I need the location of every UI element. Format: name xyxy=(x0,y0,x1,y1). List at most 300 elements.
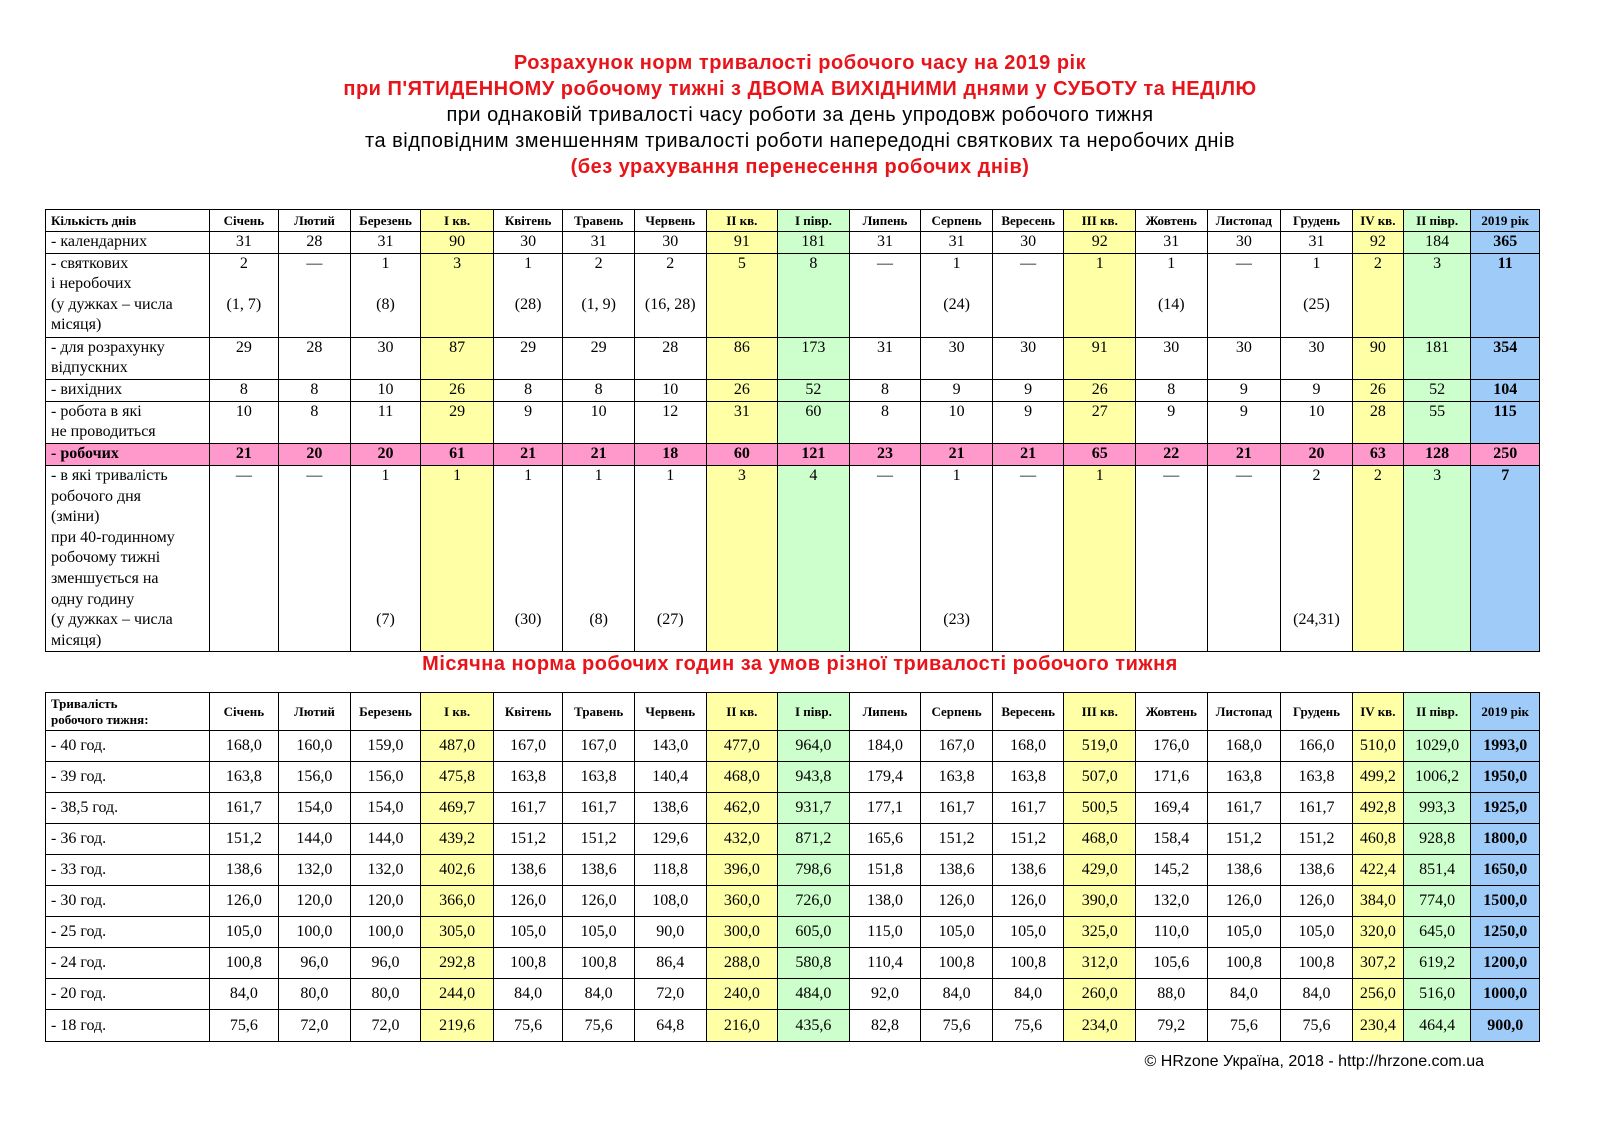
table-row xyxy=(46,379,1540,401)
column-header: Травень xyxy=(563,210,635,232)
row-label: - 30 год. xyxy=(46,886,210,917)
value-cell: 1 (14) xyxy=(1136,253,1208,337)
value-cell: 3 xyxy=(706,465,778,651)
table-row xyxy=(46,443,1540,465)
value-cell: 1 (28) xyxy=(493,253,563,337)
value-cell: 115,0 xyxy=(849,917,921,948)
value-cell: 140,4 xyxy=(634,762,706,793)
value-cell: 29 xyxy=(209,337,279,379)
value-cell: 2 xyxy=(1352,465,1403,651)
value-cell: 75,6 xyxy=(493,1010,563,1042)
value-cell: 84,0 xyxy=(921,979,993,1010)
column-header: Січень xyxy=(209,693,279,731)
value-cell: 154,0 xyxy=(279,793,351,824)
value-cell: 8 xyxy=(493,379,563,401)
value-cell: 181 xyxy=(1403,337,1470,379)
value-cell: 29 xyxy=(493,337,563,379)
value-cell: 138,6 xyxy=(1207,855,1281,886)
value-cell: 100,8 xyxy=(1281,948,1353,979)
table-row xyxy=(46,979,1540,1010)
value-cell: 126,0 xyxy=(1281,886,1353,917)
value-cell: 126,0 xyxy=(992,886,1064,917)
value-cell: — xyxy=(849,253,921,337)
value-cell: 484,0 xyxy=(778,979,850,1010)
table-row xyxy=(46,886,1540,917)
value-cell: 871,2 xyxy=(778,824,850,855)
title-line-1: Розрахунок норм тривалості робочого часу на 2019 рік xyxy=(513,52,1087,74)
value-cell: 21 xyxy=(209,443,279,465)
value-cell: 851,4 xyxy=(1403,855,1470,886)
value-cell: 726,0 xyxy=(778,886,850,917)
table-row xyxy=(46,855,1540,886)
value-cell: — xyxy=(209,465,279,651)
value-cell: 3 xyxy=(421,253,494,337)
value-cell: 88,0 xyxy=(1136,979,1208,1010)
value-cell: 167,0 xyxy=(493,731,563,762)
value-cell: 108,0 xyxy=(634,886,706,917)
date-note: (28) xyxy=(514,295,542,313)
value-cell: 145,2 xyxy=(1136,855,1208,886)
row-label: - 33 год. xyxy=(46,855,210,886)
column-header: Січень xyxy=(209,210,279,232)
value-cell: 86 xyxy=(706,337,778,379)
value-cell: 92 xyxy=(1064,232,1136,254)
value-cell: 91 xyxy=(1064,337,1136,379)
value-cell: 120,0 xyxy=(279,886,351,917)
value-cell: 500,5 xyxy=(1064,793,1136,824)
value-cell: 121 xyxy=(778,443,850,465)
value-cell: 402,6 xyxy=(421,855,494,886)
value-cell: 31 xyxy=(1136,232,1208,254)
value-cell: 31 xyxy=(849,232,921,254)
value-cell: 176,0 xyxy=(1136,731,1208,762)
column-header: II півр. xyxy=(1403,210,1470,232)
row-label: - в які тривалість робочого дня (зміни) при 40-годинному робочому тижні зменшується на одну годину (у дужках – числа місяця) xyxy=(46,465,210,651)
value-cell: 8 xyxy=(279,401,351,443)
value-cell: 126,0 xyxy=(563,886,635,917)
title-line-4: та відповідним зменшенням тривалості роботи напередодні святкових та неробочих днів xyxy=(365,130,1235,152)
section-2-title: Місячна норма робочих годин за умов різної тривалості робочого тижня xyxy=(422,653,1178,675)
value-cell: 21 xyxy=(1207,443,1281,465)
value-cell: 10 xyxy=(921,401,993,443)
value-cell: 100,8 xyxy=(1207,948,1281,979)
value-cell: 60 xyxy=(778,401,850,443)
table-row xyxy=(46,401,1540,443)
value-cell: 1029,0 xyxy=(1403,731,1470,762)
value-cell: 80,0 xyxy=(279,979,351,1010)
value-cell: 22 xyxy=(1136,443,1208,465)
row-label: - 24 год. xyxy=(46,948,210,979)
value-cell: 104 xyxy=(1471,379,1540,401)
value-cell: 5 xyxy=(706,253,778,337)
value-cell: 151,2 xyxy=(493,824,563,855)
value-cell: 30 xyxy=(1207,337,1281,379)
value-cell: 100,8 xyxy=(921,948,993,979)
value-cell: 1 (23) xyxy=(921,465,993,651)
value-cell: 1 (30) xyxy=(493,465,563,651)
value-cell: 138,6 xyxy=(209,855,279,886)
column-header: Вересень xyxy=(992,210,1064,232)
value-cell: 105,0 xyxy=(563,917,635,948)
column-header: II півр. xyxy=(1403,693,1470,731)
value-cell: 510,0 xyxy=(1352,731,1403,762)
value-cell: 9 xyxy=(992,379,1064,401)
row-label: - 39 год. xyxy=(46,762,210,793)
value-cell: 366,0 xyxy=(421,886,494,917)
value-cell: 168,0 xyxy=(1207,731,1281,762)
value-cell: 84,0 xyxy=(1207,979,1281,1010)
value-cell: 144,0 xyxy=(279,824,351,855)
column-header: Листопад xyxy=(1207,693,1281,731)
title-line-5: (без урахування перенесення робочих днів) xyxy=(570,156,1030,178)
value-cell: 1 (8) xyxy=(563,465,635,651)
value-cell: 27 xyxy=(1064,401,1136,443)
value-cell: 100,0 xyxy=(279,917,351,948)
column-header: Жовтень xyxy=(1136,693,1208,731)
title-line-2: при П'ЯТИДЕННОМУ робочому тижні з ДВОМА ВИХІДНИМИ днями у СУБОТУ та НЕДІЛЮ xyxy=(343,78,1257,100)
value-cell: 1 (27) xyxy=(634,465,706,651)
value-cell: 92,0 xyxy=(849,979,921,1010)
value-cell: — xyxy=(1207,253,1281,337)
value-cell: 31 xyxy=(706,401,778,443)
value-cell: 1200,0 xyxy=(1471,948,1540,979)
value-cell: 1 xyxy=(1064,253,1136,337)
value-cell: — xyxy=(279,253,351,337)
value-cell: 105,0 xyxy=(209,917,279,948)
column-header: I кв. xyxy=(421,693,494,731)
value-cell: 477,0 xyxy=(706,731,778,762)
value-cell: 516,0 xyxy=(1403,979,1470,1010)
value-cell: 3 xyxy=(1403,253,1470,337)
table-row xyxy=(46,232,1540,254)
value-cell: 8 xyxy=(849,379,921,401)
value-cell: 169,4 xyxy=(1136,793,1208,824)
value-cell: 468,0 xyxy=(706,762,778,793)
value-cell: 90,0 xyxy=(634,917,706,948)
value-cell: 105,0 xyxy=(493,917,563,948)
row-label: - календарних xyxy=(46,232,210,254)
value-cell: 151,2 xyxy=(563,824,635,855)
value-cell: 931,7 xyxy=(778,793,850,824)
value-cell: 84,0 xyxy=(209,979,279,1010)
value-cell: 161,7 xyxy=(209,793,279,824)
value-cell: 422,4 xyxy=(1352,855,1403,886)
value-cell: 26 xyxy=(421,379,494,401)
column-header: Червень xyxy=(634,210,706,232)
value-cell: 30 xyxy=(493,232,563,254)
value-cell: 9 xyxy=(1281,379,1353,401)
column-header: Червень xyxy=(634,693,706,731)
value-cell: 86,4 xyxy=(634,948,706,979)
row-label: - вихідних xyxy=(46,379,210,401)
value-cell: 179,4 xyxy=(849,762,921,793)
value-cell: 61 xyxy=(421,443,494,465)
value-cell: 28 xyxy=(634,337,706,379)
value-cell: 31 xyxy=(1281,232,1353,254)
value-cell: 1925,0 xyxy=(1471,793,1540,824)
column-header: Листопад xyxy=(1207,210,1281,232)
value-cell: 28 xyxy=(279,337,351,379)
value-cell: 31 xyxy=(921,232,993,254)
value-cell: 234,0 xyxy=(1064,1010,1136,1042)
column-header: I кв. xyxy=(421,210,494,232)
value-cell: 439,2 xyxy=(421,824,494,855)
value-cell: 168,0 xyxy=(209,731,279,762)
table-row xyxy=(46,465,1540,651)
value-cell: 1500,0 xyxy=(1471,886,1540,917)
value-cell: 1 xyxy=(421,465,494,651)
value-cell: 928,8 xyxy=(1403,824,1470,855)
value-cell: 100,0 xyxy=(350,917,421,948)
value-cell: 464,4 xyxy=(1403,1010,1470,1042)
value-cell: 320,0 xyxy=(1352,917,1403,948)
value-cell: 1800,0 xyxy=(1471,824,1540,855)
value-cell: 798,6 xyxy=(778,855,850,886)
table-row xyxy=(46,917,1540,948)
value-cell: 519,0 xyxy=(1064,731,1136,762)
value-cell: 469,7 xyxy=(421,793,494,824)
value-cell: 240,0 xyxy=(706,979,778,1010)
value-cell: 129,6 xyxy=(634,824,706,855)
value-cell: 105,0 xyxy=(992,917,1064,948)
value-cell: 105,6 xyxy=(1136,948,1208,979)
value-cell: 390,0 xyxy=(1064,886,1136,917)
value-cell: 184 xyxy=(1403,232,1470,254)
value-cell: 9 xyxy=(493,401,563,443)
value-cell: 65 xyxy=(1064,443,1136,465)
value-cell: 90 xyxy=(421,232,494,254)
value-cell: 118,8 xyxy=(634,855,706,886)
value-cell: 79,2 xyxy=(1136,1010,1208,1042)
value-cell: 468,0 xyxy=(1064,824,1136,855)
date-note: (16, 28) xyxy=(644,295,696,313)
value-cell: 256,0 xyxy=(1352,979,1403,1010)
value-cell: 30 xyxy=(992,232,1064,254)
value-cell: 12 xyxy=(634,401,706,443)
value-cell: 26 xyxy=(706,379,778,401)
value-cell: 75,6 xyxy=(1281,1010,1353,1042)
value-cell: 105,0 xyxy=(921,917,993,948)
column-header: Грудень xyxy=(1281,693,1353,731)
value-cell: 163,8 xyxy=(209,762,279,793)
value-cell: 100,8 xyxy=(563,948,635,979)
value-cell: 487,0 xyxy=(421,731,494,762)
value-cell: 1250,0 xyxy=(1471,917,1540,948)
value-cell: 435,6 xyxy=(778,1010,850,1042)
value-cell: 75,6 xyxy=(209,1010,279,1042)
value-cell: 250 xyxy=(1471,443,1540,465)
value-cell: 964,0 xyxy=(778,731,850,762)
value-cell: 84,0 xyxy=(1281,979,1353,1010)
value-cell: 128 xyxy=(1403,443,1470,465)
value-cell: 132,0 xyxy=(279,855,351,886)
value-cell: 8 xyxy=(563,379,635,401)
column-header: Лютий xyxy=(279,210,351,232)
table-row xyxy=(46,1010,1540,1042)
value-cell: 72,0 xyxy=(350,1010,421,1042)
value-cell: 305,0 xyxy=(421,917,494,948)
value-cell: 216,0 xyxy=(706,1010,778,1042)
value-cell: 21 xyxy=(493,443,563,465)
value-cell: 60 xyxy=(706,443,778,465)
value-cell: 23 xyxy=(849,443,921,465)
value-cell: 8 xyxy=(1136,379,1208,401)
date-note: (24,31) xyxy=(1293,611,1340,629)
table-row xyxy=(46,948,1540,979)
table-row xyxy=(46,731,1540,762)
column-header: Жовтень xyxy=(1136,210,1208,232)
value-cell: 105,0 xyxy=(1281,917,1353,948)
value-cell: 161,7 xyxy=(563,793,635,824)
value-cell: 75,6 xyxy=(992,1010,1064,1042)
value-cell: 151,2 xyxy=(992,824,1064,855)
table-row xyxy=(46,762,1540,793)
value-cell: 163,8 xyxy=(1207,762,1281,793)
value-cell: 230,4 xyxy=(1352,1010,1403,1042)
value-cell: 151,2 xyxy=(209,824,279,855)
value-cell: 105,0 xyxy=(1207,917,1281,948)
value-cell: 8 xyxy=(849,401,921,443)
value-cell: 55 xyxy=(1403,401,1470,443)
column-header: Квітень xyxy=(493,210,563,232)
value-cell: 120,0 xyxy=(350,886,421,917)
value-cell: 96,0 xyxy=(279,948,351,979)
value-cell: 29 xyxy=(563,337,635,379)
column-header: Квітень xyxy=(493,693,563,731)
value-cell: 100,8 xyxy=(992,948,1064,979)
value-cell: 21 xyxy=(563,443,635,465)
value-cell: 1 (25) xyxy=(1281,253,1353,337)
value-cell: 2 (1, 7) xyxy=(209,253,279,337)
value-cell: 11 xyxy=(350,401,421,443)
value-cell: 167,0 xyxy=(921,731,993,762)
row-label: - 38,5 год. xyxy=(46,793,210,824)
value-cell: — xyxy=(1207,465,1281,651)
value-cell: 138,0 xyxy=(849,886,921,917)
value-cell: — xyxy=(849,465,921,651)
value-cell: 18 xyxy=(634,443,706,465)
value-cell: 30 xyxy=(921,337,993,379)
value-cell: 30 xyxy=(1281,337,1353,379)
value-cell: 100,8 xyxy=(209,948,279,979)
table-row xyxy=(46,793,1540,824)
value-cell: 21 xyxy=(992,443,1064,465)
value-cell: 126,0 xyxy=(1207,886,1281,917)
value-cell: 171,6 xyxy=(1136,762,1208,793)
value-cell: 4 xyxy=(778,465,850,651)
table-row xyxy=(46,337,1540,379)
value-cell: 354 xyxy=(1471,337,1540,379)
value-cell: 432,0 xyxy=(706,824,778,855)
value-cell: 31 xyxy=(350,232,421,254)
value-cell: 9 xyxy=(1136,401,1208,443)
date-note: (25) xyxy=(1303,295,1330,313)
value-cell: 1950,0 xyxy=(1471,762,1540,793)
value-cell: 9 xyxy=(992,401,1064,443)
value-cell: 507,0 xyxy=(1064,762,1136,793)
value-cell: 181 xyxy=(778,232,850,254)
value-cell: 1006,2 xyxy=(1403,762,1470,793)
value-cell: 499,2 xyxy=(1352,762,1403,793)
value-cell: 645,0 xyxy=(1403,917,1470,948)
value-cell: 143,0 xyxy=(634,731,706,762)
value-cell: 64,8 xyxy=(634,1010,706,1042)
value-cell: 292,8 xyxy=(421,948,494,979)
date-note: (1, 9) xyxy=(581,295,616,313)
table-row xyxy=(46,824,1540,855)
value-cell: 10 xyxy=(1281,401,1353,443)
value-cell: 80,0 xyxy=(350,979,421,1010)
value-cell: 138,6 xyxy=(634,793,706,824)
column-header: Березень xyxy=(350,693,421,731)
value-cell: 72,0 xyxy=(634,979,706,1010)
value-cell: 168,0 xyxy=(992,731,1064,762)
column-header: Березень xyxy=(350,210,421,232)
value-cell: 156,0 xyxy=(279,762,351,793)
value-cell: 2 (24,31) xyxy=(1281,465,1353,651)
value-cell: 29 xyxy=(421,401,494,443)
value-cell: 138,6 xyxy=(921,855,993,886)
column-header: IV кв. xyxy=(1352,693,1403,731)
header-label: Кількість днів xyxy=(46,210,210,232)
value-cell: 151,2 xyxy=(1207,824,1281,855)
value-cell: 288,0 xyxy=(706,948,778,979)
value-cell: 2 (1, 9) xyxy=(563,253,635,337)
row-label: - робочих xyxy=(46,443,210,465)
row-label: - 18 год. xyxy=(46,1010,210,1042)
value-cell: 244,0 xyxy=(421,979,494,1010)
value-cell: 20 xyxy=(1281,443,1353,465)
value-cell: — xyxy=(279,465,351,651)
column-header: Серпень xyxy=(921,693,993,731)
column-header: I півр. xyxy=(778,693,850,731)
row-label: - 40 год. xyxy=(46,731,210,762)
value-cell: 8 xyxy=(279,379,351,401)
value-cell: 163,8 xyxy=(992,762,1064,793)
date-note: (27) xyxy=(656,611,684,629)
date-note: (23) xyxy=(943,611,970,629)
value-cell: 28 xyxy=(279,232,351,254)
date-note: (24) xyxy=(943,295,970,313)
row-label: - святкових і неробочих (у дужках – числа місяця) xyxy=(46,253,210,337)
date-note: (8) xyxy=(589,611,608,629)
value-cell: 20 xyxy=(350,443,421,465)
column-header: III кв. xyxy=(1064,210,1136,232)
value-cell: 159,0 xyxy=(350,731,421,762)
date-note: (7) xyxy=(376,611,395,629)
value-cell: 110,0 xyxy=(1136,917,1208,948)
column-header: Лютий xyxy=(279,693,351,731)
value-cell: 126,0 xyxy=(493,886,563,917)
value-cell: 10 xyxy=(350,379,421,401)
row-label: - 36 год. xyxy=(46,824,210,855)
value-cell: 84,0 xyxy=(493,979,563,1010)
value-cell: 30 xyxy=(634,232,706,254)
value-cell: 138,6 xyxy=(493,855,563,886)
days-table xyxy=(45,209,1540,652)
value-cell: 20 xyxy=(279,443,351,465)
value-cell: 154,0 xyxy=(350,793,421,824)
value-cell: 84,0 xyxy=(563,979,635,1010)
value-cell: 100,8 xyxy=(493,948,563,979)
value-cell: 31 xyxy=(563,232,635,254)
value-cell: 90 xyxy=(1352,337,1403,379)
value-cell: 1650,0 xyxy=(1471,855,1540,886)
value-cell: 492,8 xyxy=(1352,793,1403,824)
row-label: - робота в які не проводиться xyxy=(46,401,210,443)
column-header: III кв. xyxy=(1064,693,1136,731)
value-cell: 993,3 xyxy=(1403,793,1470,824)
